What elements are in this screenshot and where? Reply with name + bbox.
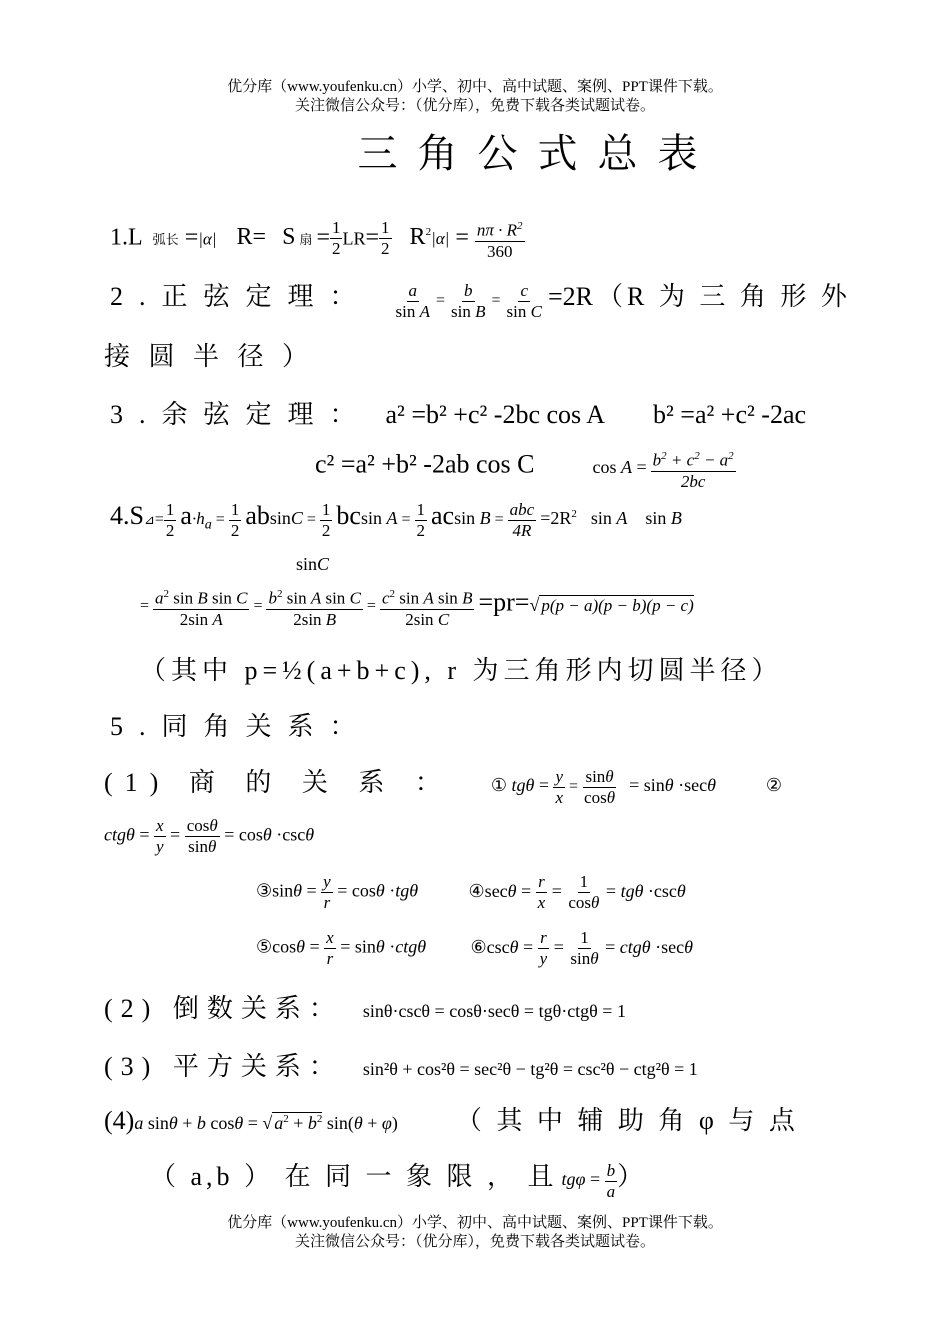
- auxiliary-angle-row: (4)a sinθ + b cosθ = √ $a^2 + b^2$ sin(θ + φ) （ 其 中 辅 助 角 φ 与 点: [104, 1106, 799, 1135]
- sector-area-label: S: [282, 224, 296, 251]
- header-line-1: 优分库（www.youfenku.cn）小学、初中、高中试题、案例、PPT课件下载。: [227, 79, 723, 95]
- cosine-law-label: 3.余弦定理：: [110, 400, 372, 429]
- auxiliary-note-row-2: （ a,b ） 在 同 一 象 限 ， 且 tgφ = $\frac{b}{a}$ ）: [150, 1160, 644, 1201]
- area-label: 4.S: [110, 501, 144, 531]
- footer-line-1: 优分库（www.youfenku.cn）小学、初中、高中试题、案例、PPT课件下载。: [227, 1215, 723, 1231]
- footer-line-2: 关注微信公众号：（优分库），免费下载各类试题试卷。: [294, 1234, 655, 1250]
- page-header: [0, 78, 950, 116]
- auxiliary-note-a: （ 其 中 辅 助 角 φ 与 点: [455, 1106, 799, 1135]
- reciprocal-label: (2) 倒数关系：: [104, 994, 343, 1023]
- header-line-2: 关注微信公众号：（优分库），免费下载各类试题试卷。: [294, 98, 655, 114]
- quotient-label: (1) 商 的 关 系 ：: [104, 768, 453, 797]
- sine-law-label: 2.正弦定理：: [110, 282, 372, 311]
- arc-length-label: 1.L: [110, 224, 143, 251]
- section-1-arc-sector: 1.L 弧长 =|α| R= S 扇 = $\frac{1}{2}$ LR= $\frac{1}{2}$ $R^2|\alpha|$ = $\frac{n\pi \cdot R^2}{360}$: [110, 216, 525, 262]
- arc-length-subscript: 弧长: [152, 232, 179, 248]
- area-row-2: = $\frac{a^2 \sin B \sin C}{\text{2sin A}}$ = $\frac{b^2 \sin A \sin C}{\text{2sin B}}$ = $\frac{c^2 \sin A \sin B}{\text{2sin C}}$ =pr=√ p(p − a)(p − b)(p − c): [140, 584, 694, 630]
- reciprocal-relation-row: [104, 988, 626, 1025]
- reciprocal-formula: sinθ·cscθ = cosθ·secθ = tgθ·ctgθ = 1: [362, 1001, 626, 1021]
- sine-law-note-b: 接 圆 半 径 ）: [104, 342, 315, 371]
- quotient-formulas-3-4: ③sinθ = $\frac{y}{r}$ = cosθ ·tgθ ④secθ = $\frac{r}{x}$ = $\frac{1}{\cos\theta}$ = tgθ ·cscθ: [256, 872, 686, 912]
- section-4-area: 4.S⊿= $\frac{1}{2}$ $a\cdot h_a$ = $\frac{1}{2}$ absinC = $\frac{1}{2}$ bcsin A = $\frac{1}{2}$ acsin B = $\frac{\text{abc}}{4R}$ $=2R^2$ sin A sin B: [110, 500, 682, 540]
- auxiliary-note-b: （ a,b ） 在 同 一 象 限 ， 且: [150, 1162, 558, 1191]
- square-relation-row: [104, 1046, 698, 1083]
- sector-subscript: 扇: [299, 232, 313, 248]
- section-3-cosine-law: [110, 394, 806, 431]
- quotient-formula-ctg: ctgθ = $\frac{x}{y}$ = $\frac{\cos\theta}{\sin\theta}$ = cosθ ·cscθ: [104, 816, 315, 856]
- quotient-formulas-5-6: ⑤cosθ = $\frac{x}{r}$ = sinθ ·ctgθ ⑥cscθ = $\frac{r}{y}$ = $\frac{1}{\sin\theta}$ = ctgθ ·secθ: [256, 928, 693, 968]
- area-note: （其中 p=½(a+b+c), r 为三角形内切圆半径）: [140, 656, 783, 685]
- cosine-eq-b: b² =a² +c² -2ac: [653, 400, 807, 429]
- cosine-eq-c: c² =a² +b² -2ab cos C: [315, 449, 535, 479]
- area-pr: =pr=: [478, 587, 530, 617]
- section-5-label: 5.同角关系：: [110, 712, 372, 741]
- sine-law-result: =2R: [547, 282, 593, 311]
- square-formula: sin²θ + cos²θ = sec²θ − tg²θ = csc²θ − ctg²θ = 1: [362, 1059, 698, 1079]
- sine-law-note-a: （R 为 三 角 形 外: [597, 282, 851, 311]
- radius-label: R=: [236, 224, 267, 251]
- area-sinc-continued: sinC: [296, 554, 330, 574]
- cosine-law-row-2: c² =a² +b² -2ab cos C cos A = $\frac{b^2 + c^2 - a^2}{2bc}$: [315, 446, 736, 492]
- square-label: (3) 平方关系：: [104, 1052, 343, 1081]
- page-title: 三角公式总表: [357, 131, 718, 176]
- section-2-sine-law: 2.正弦定理： $\frac{a}{\text{sin A}}$ = $\frac{b}{\text{sin B}}$ = $\frac{c}{\text{sin C}}$ =2R （R 为 三 角 形 外: [110, 280, 851, 321]
- quotient-relation-row: (1) 商 的 关 系 ： ① tgθ = $\frac{y}{x}$ = $\frac{\sin\theta}{\cos\theta}$ = sinθ ·secθ ②: [104, 766, 783, 807]
- page-footer: [0, 1214, 950, 1252]
- cosine-eq-a: a² =b² +c² -2bc cos A: [385, 400, 606, 429]
